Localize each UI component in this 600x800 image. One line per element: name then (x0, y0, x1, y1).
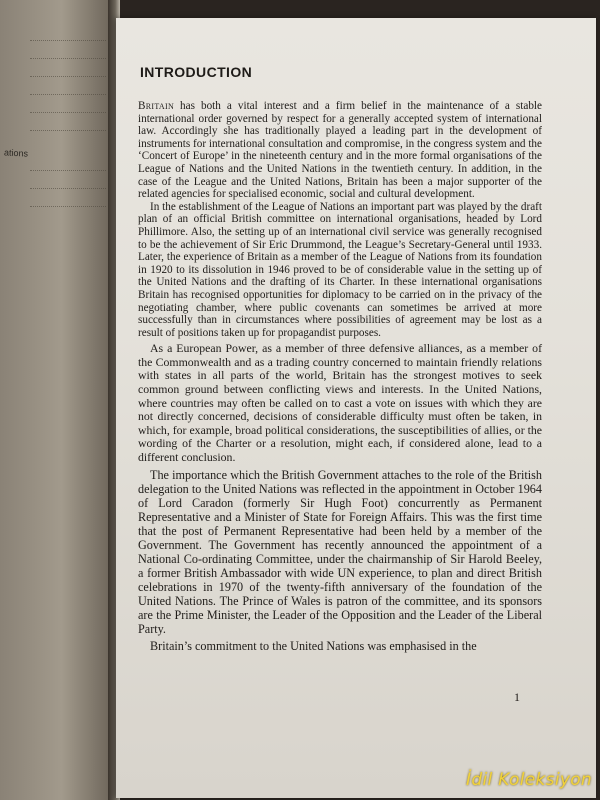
dotted-leader (30, 188, 106, 190)
dotted-leader (30, 112, 106, 114)
dotted-leader (30, 94, 106, 96)
paragraph-5: Britain’s commitment to the United Nations was emphasised in the (150, 638, 477, 653)
dotted-leader (30, 130, 106, 132)
page-title: INTRODUCTION (140, 64, 253, 80)
book-page (116, 18, 596, 798)
dotted-leader (30, 58, 106, 60)
previous-page-fragment: ations (3, 147, 29, 159)
paragraph-3: As a European Power, as a member of three defensive alliances, as a member of the Commonwealth and as a trading country concerned to maintain friendly relations with states in all parts of the world, Britain has the strongest motives to seek common ground between conflicting views and interests. In the United Nations, where countries may often be called on to cast a vote on issues with which they are not directly concerned, decisions of considerable difficulty must often be taken, in which, for example, broad political considerations, the susceptibilities of allies, or the wording of the Charter or a resolution, might each, if considered alone, lead to a different conclusion. (138, 341, 542, 465)
paragraph-4: The importance which the British Government attaches to the role of the British delegation to the United Nations was reflected in the appointment in October 1964 of Lord Caradon (formerly Sir Hugh Foot) concurrently as Permanent Representative and a Minister of State for Foreign Affairs. This was the first time that the post of Permanent Representative had been held by a member of the Government. The Government has recently announced the appointment of a National Co-ordinating Committee, under the chairmanship of Sir Harold Beeley, a former British Ambassador with wide UN experience, to plan and direct British celebrations in 1970 of the twenty-fifth anniversary of the foundation of the United Nations. The Prince of Wales is patron of the committee, and its sponsors are the Prime Minister, the Leader of the Opposition and the Leader of the Liberal Party. (138, 467, 542, 636)
dotted-leader (30, 40, 106, 42)
previous-page (0, 0, 112, 800)
watermark: İdil Koleksiyon (466, 770, 592, 790)
page-content (138, 64, 542, 653)
dotted-leader (30, 76, 106, 78)
dotted-leader (30, 206, 106, 208)
page-number: 1 (514, 690, 520, 704)
paragraph-1 (138, 100, 542, 201)
paragraph-1-text: has both a vital interest and a firm belief in the maintenance of a stable international order governed by respect for a generally accepted system of international law. Accordingly she has traditionally played a leading part in the development of instruments for international consultation and compromise, in the congress system and the ‘Concert of Europe’ in the nineteenth century and in the more formal organisations of the League of Nations and the United Nations in the twentieth century. In addition, in the case of the League and the United Nations, Britain has been a major supporter of the related agencies for specialised economic, social and cultural development. (138, 100, 542, 201)
paragraph-2: In the establishment of the League of Nations an important part was played by the draft plan of an official British committee on international organisations, headed by Lord Phillimore. Also, the setting up of an international civil service was generally recognised to be the achievement of Sir Eric Drummond, the League’s Secretary-General until 1933. Later, the experience of Britain as a member of the League of Nations from its foundation in 1920 to its dissolution in 1946 proved to be of considerable value in the setting up of the United Nations and the drafting of its Charter. In these international organisations Britain has recognised opportunities for diplomacy to be carried on in the privacy of the negotiating chamber, where public covenants can sometimes be arrived at more successfully than in circumstances where possibilities of agreement may be lost as a result of positions taken up for propagandist purposes. (138, 200, 542, 339)
dotted-leader (30, 170, 106, 172)
opening-word: Britain (138, 100, 175, 112)
